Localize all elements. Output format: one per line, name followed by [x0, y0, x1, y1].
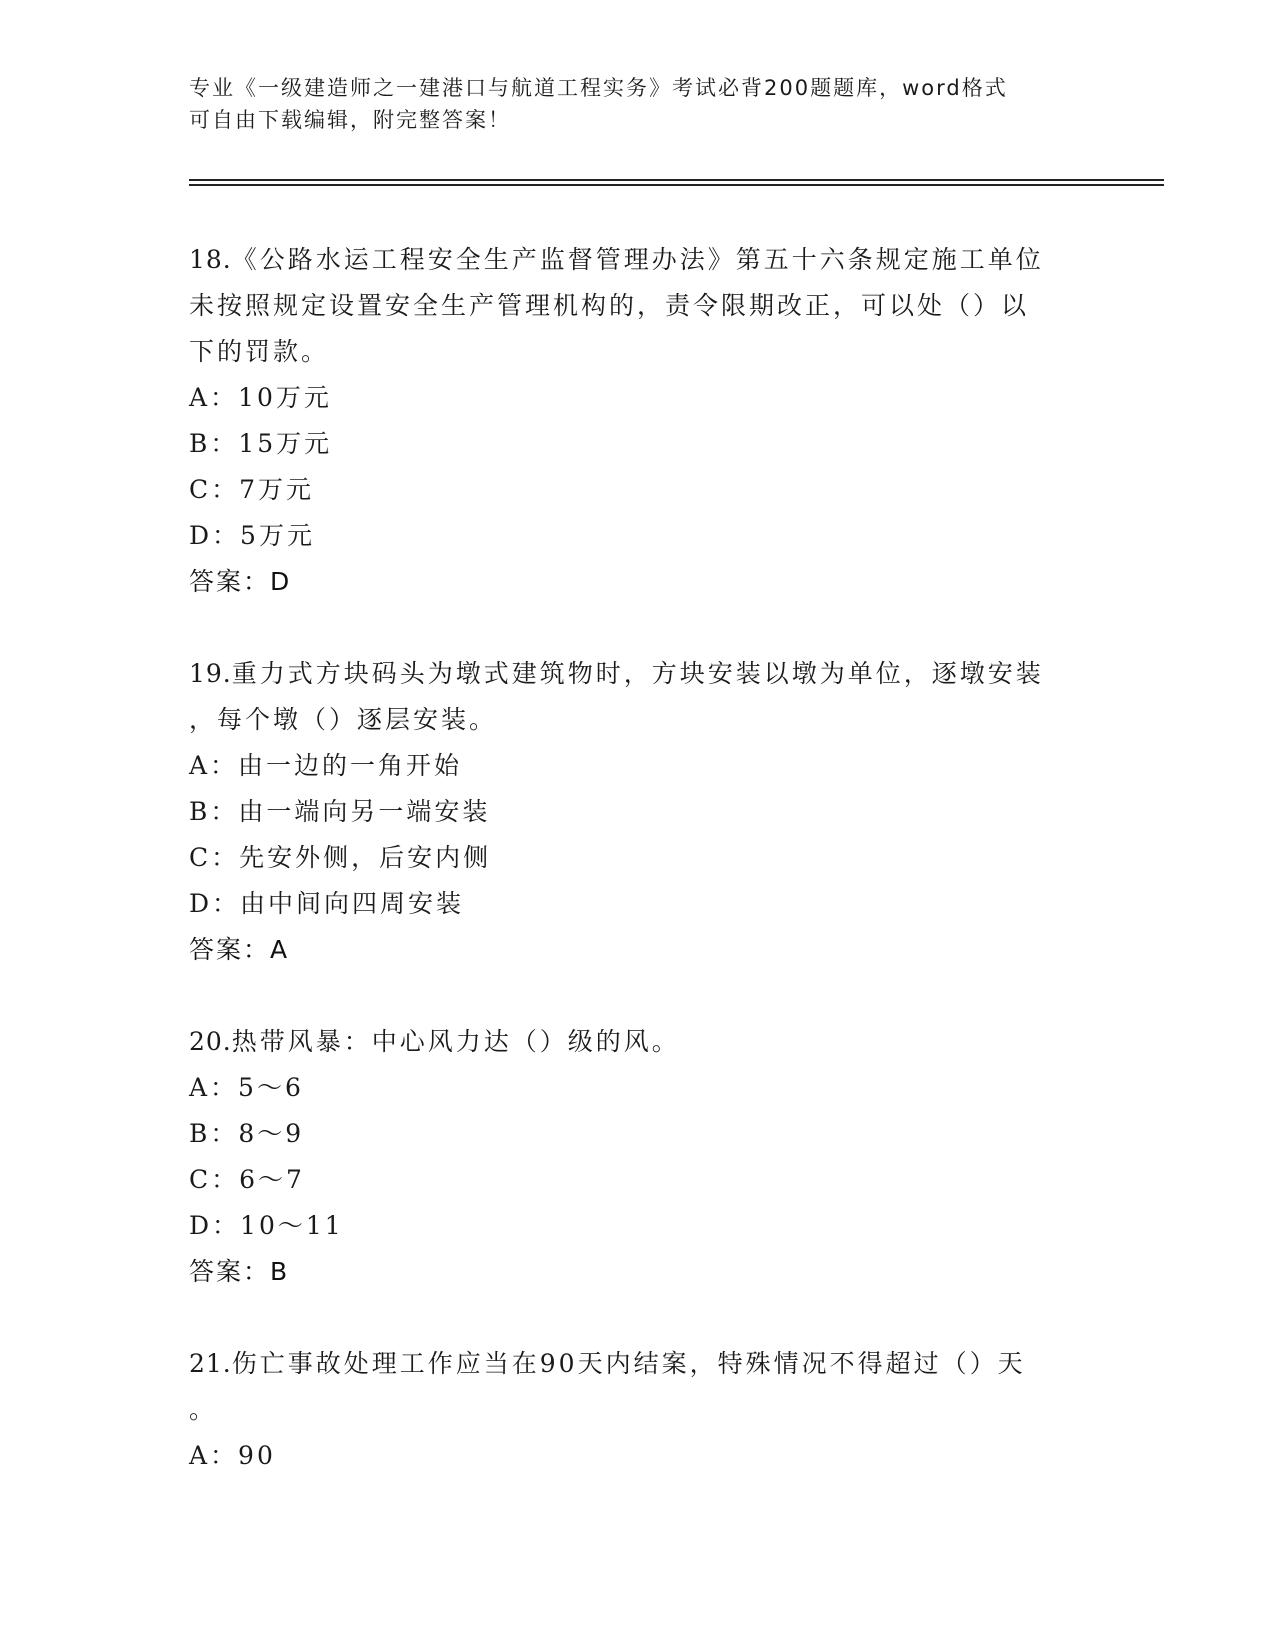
question-number: 20. — [189, 1027, 232, 1056]
question-19 — [189, 651, 1089, 973]
option-d: D：10～11 — [189, 1211, 344, 1240]
answer: 答案：B — [189, 1257, 290, 1286]
question-text-line: 19.重力式方块码头为墩式建筑物时，方块安装以墩为单位，逐墩安装 — [189, 659, 1044, 688]
question-number: 19. — [189, 659, 232, 688]
question-20 — [189, 1019, 1089, 1295]
option-c: C：7万元 — [189, 475, 315, 504]
question-text-line: 未按照规定设置安全生产管理机构的，责令限期改正，可以处（）以 — [189, 291, 1030, 320]
header-divider-top — [189, 179, 1164, 181]
option-a: A：90 — [189, 1441, 276, 1470]
question-number: 18. — [189, 245, 232, 274]
header-line-1: 专业《一级建造师之一建港口与航道工程实务》考试必背200题题库，word格式 — [189, 76, 1008, 100]
question-18 — [189, 237, 1089, 605]
option-a: A：10万元 — [189, 383, 332, 412]
option-a: A：5～6 — [189, 1073, 304, 1102]
question-text-line: ，每个墩（）逐层安装。 — [189, 705, 498, 734]
option-d: D：5万元 — [189, 521, 315, 550]
option-d: D：由中间向四周安装 — [189, 889, 465, 918]
question-text-line: 下的罚款。 — [189, 337, 330, 366]
option-c: C：6～7 — [189, 1165, 305, 1194]
option-b: B：由一端向另一端安装 — [189, 797, 491, 826]
header-divider-bottom — [189, 184, 1164, 186]
question-text-line: 20.热带风暴：中心风力达（）级的风。 — [189, 1027, 680, 1056]
question-text-line: 21.伤亡事故处理工作应当在90天内结案，特殊情况不得超过（）天 — [189, 1349, 1026, 1378]
option-c: C：先安外侧，后安内侧 — [189, 843, 492, 872]
question-21 — [189, 1341, 1089, 1479]
option-a: A：由一边的一角开始 — [189, 751, 463, 780]
header-line-2: 可自由下载编辑，附完整答案！ — [189, 108, 511, 132]
question-text-line: 18.《公路水运工程安全生产监督管理办法》第五十六条规定施工单位 — [189, 245, 1044, 274]
document-header — [189, 72, 1089, 136]
question-text-line: 。 — [189, 1395, 218, 1424]
answer: 答案：A — [189, 935, 290, 964]
question-list — [189, 237, 1089, 1525]
answer: 答案：D — [189, 567, 292, 596]
option-b: B：15万元 — [189, 429, 333, 458]
option-b: B：8～9 — [189, 1119, 305, 1148]
question-number: 21. — [189, 1349, 232, 1378]
